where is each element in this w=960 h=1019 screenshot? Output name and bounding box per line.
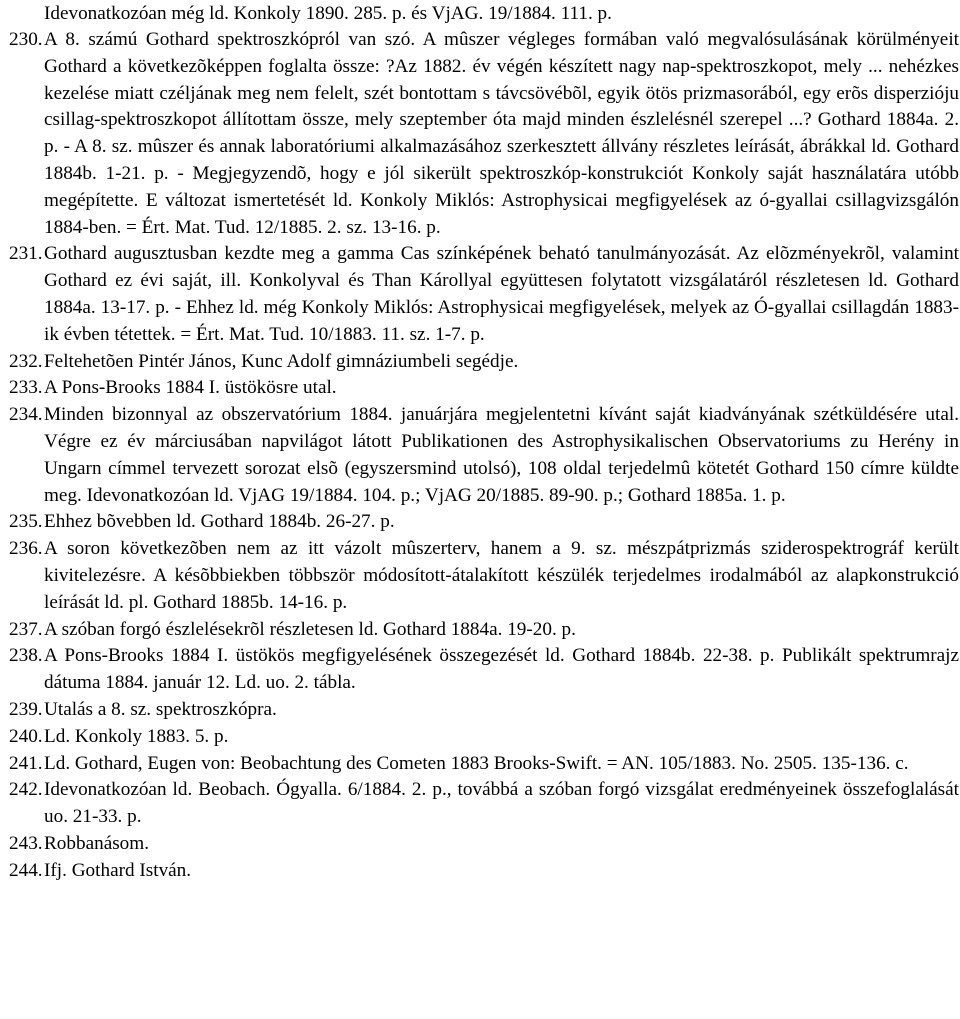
endnote-number: 238. (9, 645, 43, 667)
endnote-item (9, 617, 959, 644)
endnote-item (9, 724, 959, 751)
endnote-item (9, 375, 959, 402)
endnote-number: 231. (9, 243, 43, 265)
endnote-number: 242. (9, 779, 43, 801)
endnote-number: 230. (9, 29, 43, 50)
endnote-item (9, 831, 959, 858)
endnote-item (9, 697, 959, 724)
endnote-item (9, 349, 959, 376)
endnote-item (9, 751, 959, 778)
endnote-number: 239. (9, 698, 43, 720)
endnote-text: A szóban forgó észlelésekrõl részletesen ld. Gothard 1884a. 19-20. p. (44, 618, 576, 640)
endnote-item (9, 777, 959, 831)
endnote-item (9, 509, 959, 536)
endnote-number: 233. (9, 377, 43, 399)
endnote-number: 243. (9, 832, 43, 854)
endnote-text: Feltehetõen Pintér János, Kunc Adolf gimnáziumbeli segédje. (44, 350, 519, 372)
endnote-text: A Pons-Brooks 1884 I. üstökös megfigyelésének összegezését ld. Gothard 1884b. 22-38. p. Publikált spektrumrajz dátuma 1884. január 12. Ld. uo. 2. tábla. (44, 645, 959, 694)
endnote-text: A soron következõben nem az itt vázolt mûszerterv, hanem a 9. sz. mészpátprizmás sziderospektrográf került kivitelezésre. A késõbbiekben többször módosított-átalakított készülék terjedelmes irodalmából az alapkonstrukció leírását ld. pl. Gothard 1885b. 14-16. p. (44, 538, 959, 613)
endnotes-list (9, 27, 960, 885)
endnote-item (9, 241, 959, 348)
endnote-text: Utalás a 8. sz. spektroszkópra. (44, 698, 277, 720)
endnote-number: 235. (9, 511, 43, 533)
continued-note-line: Idevonatkozóan még ld. Konkoly 1890. 285. p. és VjAG. 19/1884. 111. p. (44, 3, 612, 24)
endnote-text: Minden bizonnyal az obszervatórium 1884. januárjára megjelentetni kívánt saját kiadványának szétküldésére utal. Végre ez év márciusában napvilágot látott Publikationen des Astrophysikalischen Observatoriums zu Herény in Ungarn címmel tervezett sorozat elsõ (egyszersmind utolsó), 108 oldal terjedelmû kötetét Gothard 150 címre küldte meg. Idevonatkozóan ld. VjAG 19/1884. 104. p.; VjAG 20/1885. 89-90. p.; Gothard 1885a. 1. p. (44, 404, 959, 506)
endnote-text: Ld. Gothard, Eugen von: Beobachtung des Cometen 1883 Brooks-Swift. = AN. 105/1883. No. 2505. 135-136. c. (44, 752, 909, 774)
endnote-number: 244. (9, 859, 43, 881)
endnote-text: Idevonatkozóan ld. Beobach. Ógyalla. 6/1884. 2. p., továbbá a szóban forgó vizsgálat eredményeinek összefoglalását uo. 21-33. p. (44, 779, 959, 828)
endnote-number: 237. (9, 618, 43, 640)
endnote-text: Ld. Konkoly 1883. 5. p. (44, 725, 229, 747)
endnote-item (9, 402, 959, 509)
endnote-number: 241. (9, 752, 43, 774)
endnote-text: A 8. számú Gothard spektroszkópról van szó. A mûszer végleges formában való megvalósulásának körülményeit Gothard a következõképpen foglalta össze: ?Az 1882. év végén készített nagy nap-spektroszkopot, mely ... nehézkes kezelése miatt czéljának meg nem felelt, szét bontottam s távcsövébõl, egyik ötös prizmasorából, egy erõs disperzióju csillag-spektroszkopot állítottam össze, mely szeptember óta majd minden észlelésnél szerepel ...? Gothard 1884a. 2. p. - A 8. sz. mûszer és annak laboratóriumi alkalmazásához szerkesztett állvány részletes leírását, ábrákkal ld. Gothard 1884b. 1-21. p. - Megjegyzendõ, hogy e jól sikerült spektroszkóp-konstrukciót Konkoly saját használatára utóbb megépítette. E változat ismertetését ld. Konkoly Miklós: Astrophysicai megfigyelések az ó-gyallai csillagvizsgálón 1884-ben. = Ért. Mat. Tud. 12/1885. 2. sz. 13-16. p. (44, 29, 959, 238)
endnote-text: Ifj. Gothard István. (44, 859, 192, 881)
endnote-item (9, 858, 959, 885)
endnote-text: Robbanásom. (44, 832, 149, 854)
endnote-number: 240. (9, 725, 43, 747)
endnote-item (9, 27, 959, 241)
endnote-item (9, 643, 959, 697)
endnote-text: Ehhez bõvebben ld. Gothard 1884b. 26-27. p. (44, 511, 395, 533)
endnote-number: 232. (9, 350, 43, 372)
endnote-number: 236. (9, 538, 43, 560)
endnote-text: A Pons-Brooks 1884 I. üstökösre utal. (44, 377, 337, 399)
endnote-text: Gothard augusztusban kezdte meg a gamma Cas színképének beható tanulmányozását. Az elõzményekrõl, valamint Gothard ez évi saját, ill. Konkolyval és Than Károllyal együttesen folytatott vizsgálatáról részletesen ld. Gothard 1884a. 13-17. p. - Ehhez ld. még Konkoly Miklós: Astrophysicai megfigyelések, melyek az Ó-gyallai csillagdán 1883-ik évben tétettek. = Ért. Mat. Tud. 10/1883. 11. sz. 1-7. p. (44, 243, 959, 345)
endnote-number: 234. (9, 404, 43, 426)
endnote-item (9, 536, 959, 616)
